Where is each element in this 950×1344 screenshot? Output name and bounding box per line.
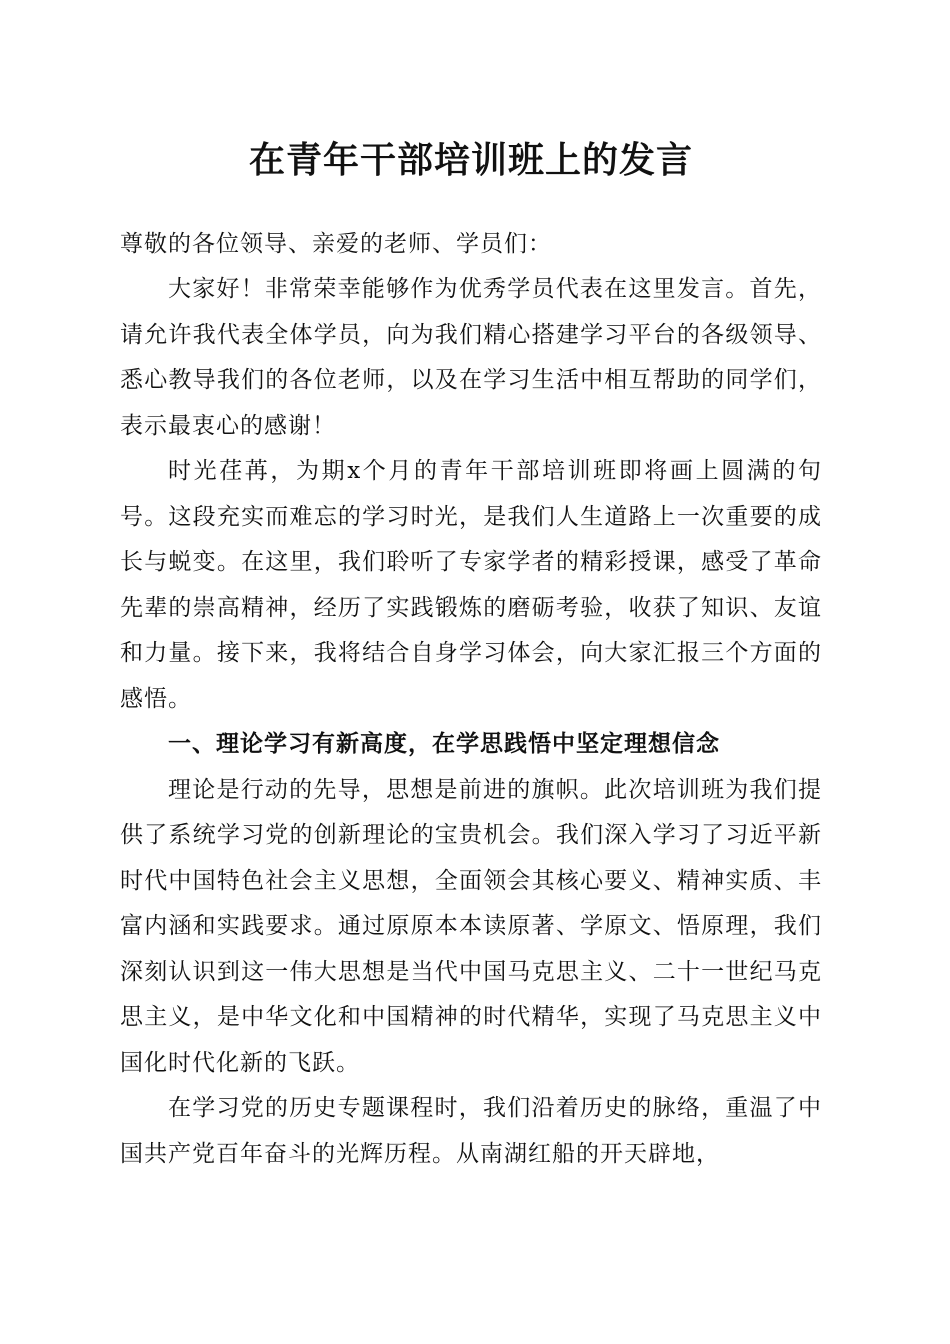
salutation: 尊敬的各位领导、亲爱的老师、学员们： bbox=[120, 231, 552, 257]
paragraph-greeting: 大家好！非常荣幸能够作为优秀学员代表在这里发言。首先，请允许我代表全体学员，向为我们精心搭建学习平台的各级领导、悉心教导我们的各位老师，以及在学习生活中相互帮助的同学们，表示最衷心的感谢！ bbox=[120, 276, 822, 439]
paragraph-intro: 时光荏苒，为期x个月的青年干部培训班即将画上圆满的句号。这段充实而难忘的学习时光，是我们人生道路上一次重要的成长与蜕变。在这里，我们聆听了专家学者的精彩授课，感受了革命先辈的崇高精神，经历了实践锻炼的磨砺考验，收获了知识、友谊和力量。接下来，我将结合自身学习体会，向大家汇报三个方面的感悟。 bbox=[120, 458, 822, 712]
paragraph-history: 在学习党的历史专题课程时，我们沿着历史的脉络，重温了中国共产党百年奋斗的光辉历程。从南湖红船的开天辟地， bbox=[120, 1095, 822, 1167]
document-title: 在青年干部培训班上的发言 bbox=[248, 139, 693, 181]
paragraph-theory: 理论是行动的先导，思想是前进的旗帜。此次培训班为我们提供了系统学习党的创新理论的宝贵机会。我们深入学习了习近平新时代中国特色社会主义思想，全面领会其核心要义、精神实质、丰富内涵和实践要求。通过原原本本读原著、学原文、悟原理，我们深刻认识到这一伟大思想是当代中国马克思主义、二十一世纪马克思主义，是中华文化和中国精神的时代精华，实现了马克思主义中国化时代化新的飞跃。 bbox=[120, 776, 822, 1076]
document-page bbox=[120, 128, 822, 1177]
section-heading-1: 一、理论学习有新高度，在学思践悟中坚定理想信念 bbox=[168, 731, 720, 757]
